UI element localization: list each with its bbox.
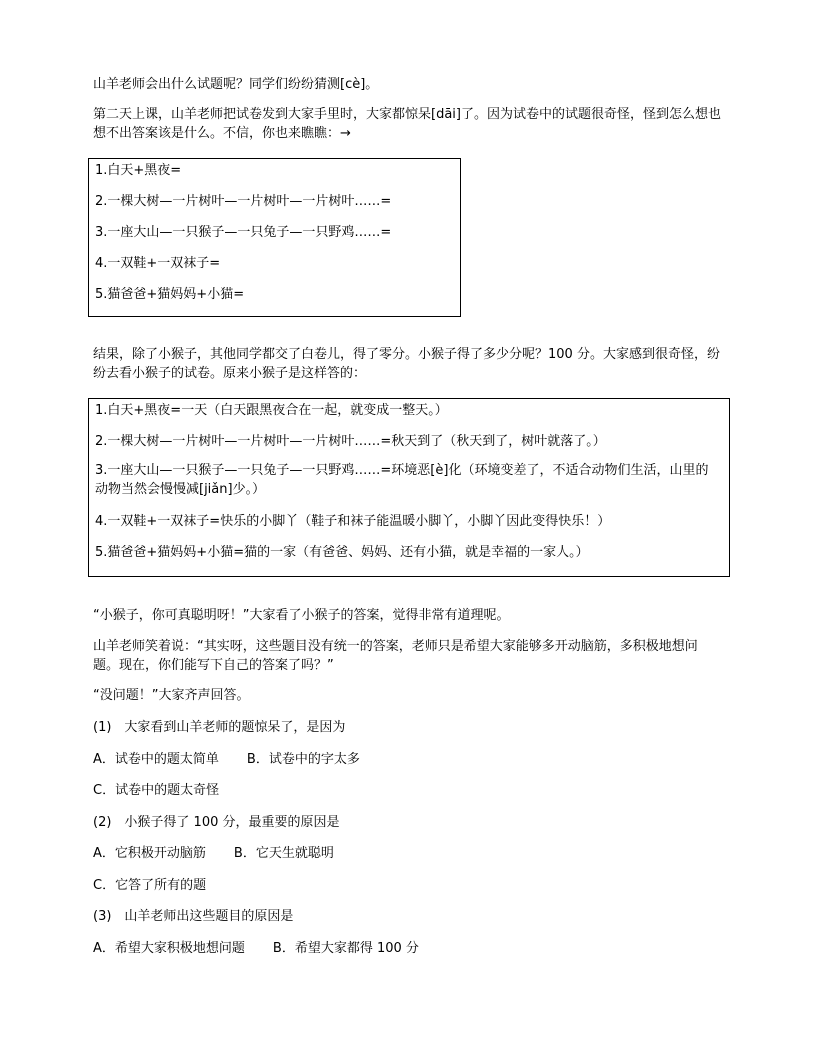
question-item: 5.猫爸爸+猫妈妈+小猫=	[95, 287, 245, 302]
question-item: 4.一双鞋+一双袜子=	[95, 256, 221, 271]
question-3-options-row	[93, 940, 723, 959]
question-2-stem: (2) 小猴子得了 100 分，最重要的原因是	[93, 815, 340, 830]
question-item: 1.白天+黑夜=	[95, 163, 182, 178]
paragraph-teacher-says: 山羊老师笑着说：“其实呀，这些题目没有统一的答案，老师只是希望大家能够多开动脑筋，多积极地想问题。现在，你们能写下自己的答案了吗？”	[93, 639, 698, 673]
answer-item: 4.一双鞋+一双袜子=快乐的小脚丫（鞋子和袜子能温暖小脚丫，小脚丫因此变得快乐！）	[95, 514, 611, 529]
paragraph-test-handout: 第二天上课，山羊老师把试卷发到大家手里时，大家都惊呆[dāi]了。因为试卷中的试题很奇怪，怪到怎么想也想不出答案该是什么。不信，你也来瞧瞧：→	[93, 107, 721, 141]
question-2-option-a[interactable]: A．它积极开动脑筋	[93, 846, 206, 861]
question-2-option-c[interactable]: C．它答了所有的题	[93, 878, 207, 893]
question-item: 2.一棵大树—一片树叶—一片树叶—一片树叶……=	[95, 194, 392, 209]
paragraph-result: 结果，除了小猴子，其他同学都交了白卷儿，得了零分。小猴子得了多少分呢？100 分。大家感到很奇怪，纷纷去看小猴子的试卷。原来小猴子是这样答的：	[93, 347, 720, 381]
question-1-option-c[interactable]: C．试卷中的题太奇怪	[93, 783, 220, 798]
answer-item: 5.猫爸爸+猫妈妈+小猫=猫的一家（有爸爸、妈妈、还有小猫，就是幸福的一家人。）	[95, 545, 589, 560]
question-1-options-row	[93, 751, 723, 770]
paragraph-praise: “小猴子，你可真聪明呀！”大家看了小猴子的答案，觉得非常有道理呢。	[93, 608, 510, 623]
question-3-stem: (3) 山羊老师出这些题目的原因是	[93, 909, 294, 924]
paragraph-reply: “没问题！”大家齐声回答。	[93, 688, 250, 703]
question-item: 3.一座大山—一只猴子—一只兔子—一只野鸡……=	[95, 225, 392, 240]
question-1-option-b[interactable]: B．试卷中的字太多	[246, 752, 360, 767]
questions-box	[88, 158, 461, 317]
question-2-options-row	[93, 845, 723, 864]
answer-item: 2.一棵大树—一片树叶—一片树叶—一片树叶……=秋天到了（秋天到了，树叶就落了。）	[95, 434, 606, 449]
question-2-option-b[interactable]: B．它天生就聪明	[233, 846, 334, 861]
question-1-stem: (1) 大家看到山羊老师的题惊呆了，是因为	[93, 720, 346, 735]
question-3-option-a[interactable]: A．希望大家积极地想问题	[93, 941, 245, 956]
paragraph-guess: 山羊老师会出什么试题呢？同学们纷纷猜测[cè]。	[93, 77, 379, 92]
question-3-option-b[interactable]: B．希望大家都得 100 分	[272, 941, 419, 956]
question-1-option-a[interactable]: A．试卷中的题太简单	[93, 752, 219, 767]
answer-item: 3.一座大山—一只猴子—一只兔子—一只野鸡……=环境恶[è]化（环境变差了，不适合动物们生活，山里的动物当然会慢慢减[jiǎn]少。）	[95, 463, 709, 497]
answer-item: 1.白天+黑夜=一天（白天跟黑夜合在一起，就变成一整天。）	[95, 403, 448, 418]
answers-box	[88, 398, 730, 577]
